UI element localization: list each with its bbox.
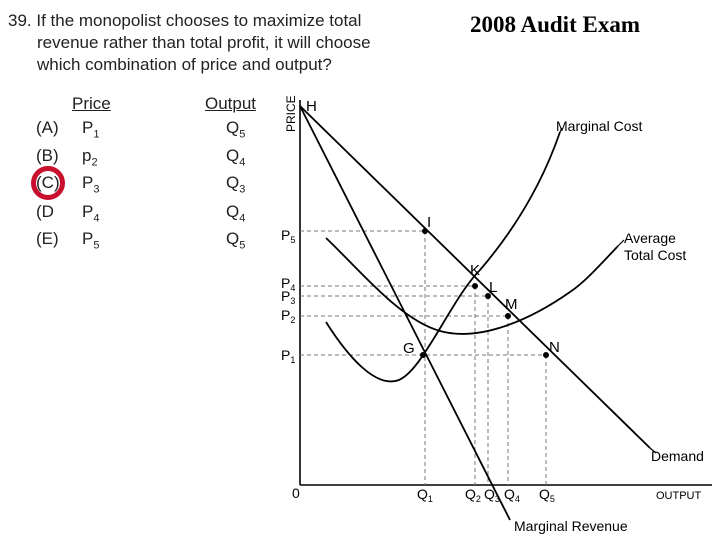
quantity-tick-q2: $Q_2$: [465, 486, 481, 504]
question-line-2: revenue rather than total profit, it will choose: [37, 33, 371, 52]
choice-e-price: $P_5$: [82, 229, 100, 252]
choice-b-price: $p_2$: [82, 146, 98, 169]
price-tick-p1: $P_1$: [281, 347, 296, 365]
quantity-tick-q3: $Q_3$: [484, 486, 500, 504]
output-column-header: Output: [205, 94, 257, 113]
y-axis-label: PRICE: [284, 95, 298, 132]
marginal-cost-label: Marginal Cost: [556, 118, 643, 134]
exam-title: 2008 Audit Exam: [470, 12, 640, 37]
quantity-tick-q4: $Q_4$: [504, 486, 520, 504]
price-tick-p4: $P_4$: [281, 275, 296, 293]
choice-e-output: $Q_5$: [226, 229, 246, 252]
choice-a-output: $Q_5$: [226, 118, 246, 141]
quantity-tick-q1: $Q_1$: [417, 486, 433, 504]
point-k-label: K: [470, 262, 481, 279]
choice-c-price: $P_3$: [82, 173, 100, 196]
choice-e-letter: (E): [36, 229, 59, 248]
question-line-3: which combination of price and output?: [37, 55, 332, 74]
point-n-label: N: [549, 339, 560, 356]
average-total-cost-label-line2: Total Cost: [624, 247, 687, 263]
price-column-header: Price: [72, 94, 111, 113]
point-h-label: H: [306, 98, 317, 115]
price-tick-p5: $P_5$: [281, 227, 296, 245]
marginal-cost-curve: [326, 132, 560, 381]
choice-a-price: $P_1$: [82, 118, 100, 141]
point-g-label: G: [403, 340, 415, 357]
origin-label: 0: [292, 485, 300, 501]
choice-b-output: $Q_4$: [226, 146, 246, 169]
point-k: [472, 283, 478, 289]
marginal-revenue-label: Marginal Revenue: [514, 518, 628, 534]
curve-points: [420, 228, 549, 358]
choice-d-letter: (D: [36, 202, 54, 221]
question-line-1: 39. If the monopolist chooses to maximize total: [8, 11, 362, 30]
choice-d-price: $P_4$: [82, 202, 100, 225]
x-axis-label: OUTPUT: [656, 490, 702, 502]
price-tick-p2: $P_2$: [281, 307, 296, 325]
choice-b-letter: (B): [36, 146, 59, 165]
quantity-tick-q5: $Q_5$: [539, 486, 555, 504]
price-tick-p3: $P_3$: [281, 288, 296, 306]
average-total-cost-label-line1: Average: [624, 230, 676, 246]
point-m: [505, 313, 511, 319]
choice-c-letter: (C): [36, 173, 60, 192]
point-i-label: I: [427, 214, 432, 231]
choice-a-letter: (A): [36, 118, 59, 137]
choice-d-output: $Q_4$: [226, 202, 246, 225]
point-l-label: L: [489, 279, 498, 296]
demand-label: Demand: [651, 448, 704, 464]
point-m-label: M: [505, 296, 518, 313]
point-g: [420, 352, 426, 358]
choice-c-output: $Q_3$: [226, 173, 246, 196]
